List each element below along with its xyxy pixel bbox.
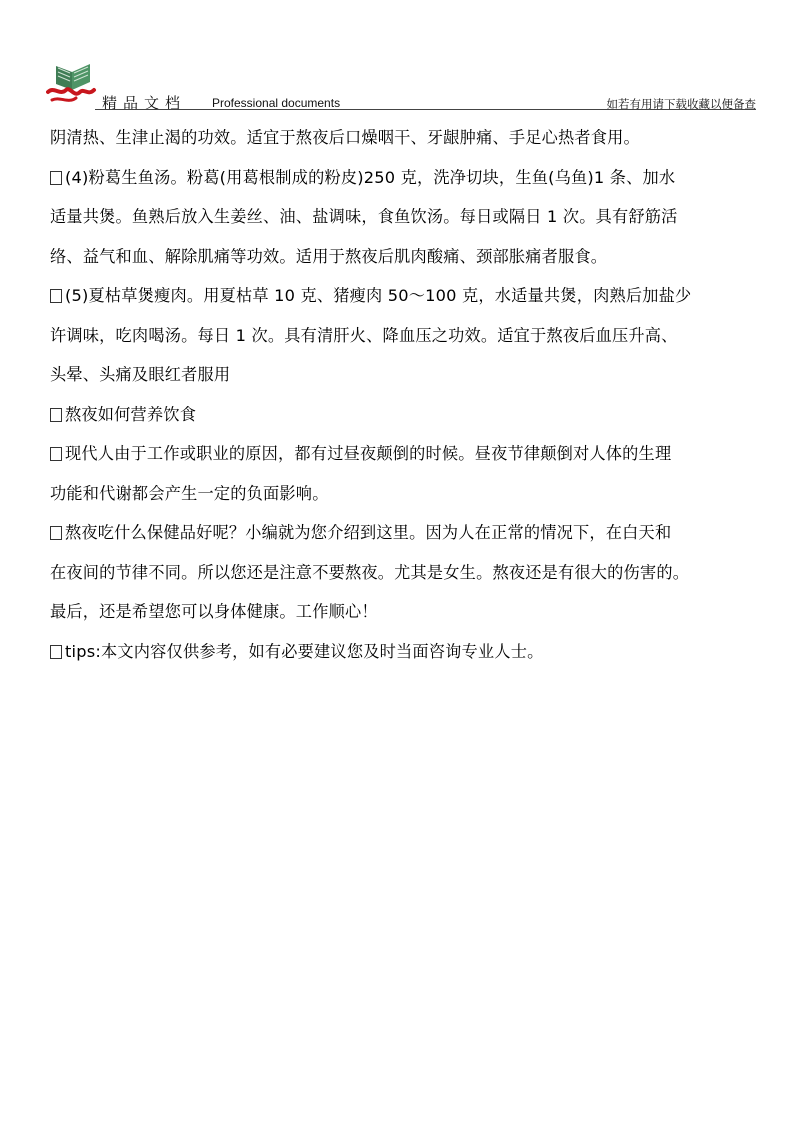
page-header [0,0,794,112]
text-line: 适量共煲。鱼熟后放入生姜丝、油、盐调味，食鱼饮汤。每日或隔日 1 次。具有舒筋活 [50,207,678,226]
bullet-box-icon [50,171,62,185]
book-logo-icon [46,52,98,108]
bullet-box-icon [50,447,62,461]
bullet-box-icon [50,289,62,303]
text-line: 阴清热、生津止渴的功效。适宜于熬夜后口燥咽干、牙龈肿痛、手足心热者食用。 [50,128,640,147]
section-heading: 熬夜如何营养饮食 [50,395,770,435]
text-line: 络、益气和血、解除肌痛等功效。适用于熬夜后肌肉酸痛、颈部胀痛者服食。 [50,246,608,266]
text-line: 许调味，吃肉喝汤。每日 1 次。具有清肝火、降血压之功效。适宜于熬夜后血压升高、 [50,325,678,345]
tips-line: tips:本文内容仅供参考，如有必要建议您及时当面咨询专业人士。 [50,632,770,672]
brand-title: 精品文档 [102,94,187,112]
header-divider [95,109,756,110]
text-line: 现代人由于工作或职业的原因，都有过昼夜颠倒的时候。昼夜节律颠倒对人体的生理 [50,434,770,474]
text-line: 功能和代谢都会产生一定的负面影响。 [50,483,329,503]
text-line: 最后，还是希望您可以身体健康。工作顺心！ [50,602,378,621]
text-line: (5)夏枯草煲瘦肉。用夏枯草 10 克、猪瘦肉 50～100 克，水适量共煲，肉熟后加盐少 [50,276,770,316]
brand-subtitle: Professional documents [212,96,341,110]
text-line: 头晕、头痛及眼红者服用 [50,365,231,384]
text-line: (4)粉葛生鱼汤。粉葛(用葛根制成的粉皮)250 克，洗净切块，生鱼(乌鱼)1 条、加水 [50,158,770,198]
bullet-box-icon [50,526,62,540]
text-line: 在夜间的节律不同。所以您还是注意不要熬夜。尤其是女生。熬夜还是有很大的伤害的。 [50,562,690,582]
bullet-box-icon [50,408,62,422]
download-note: 如若有用请下载收藏以便备查 [606,97,756,111]
text-line: 熬夜吃什么保健品好呢？小编就为您介绍到这里。因为人在正常的情况下，在白天和 [50,513,770,553]
bullet-box-icon [50,645,62,659]
document-body [50,118,770,671]
